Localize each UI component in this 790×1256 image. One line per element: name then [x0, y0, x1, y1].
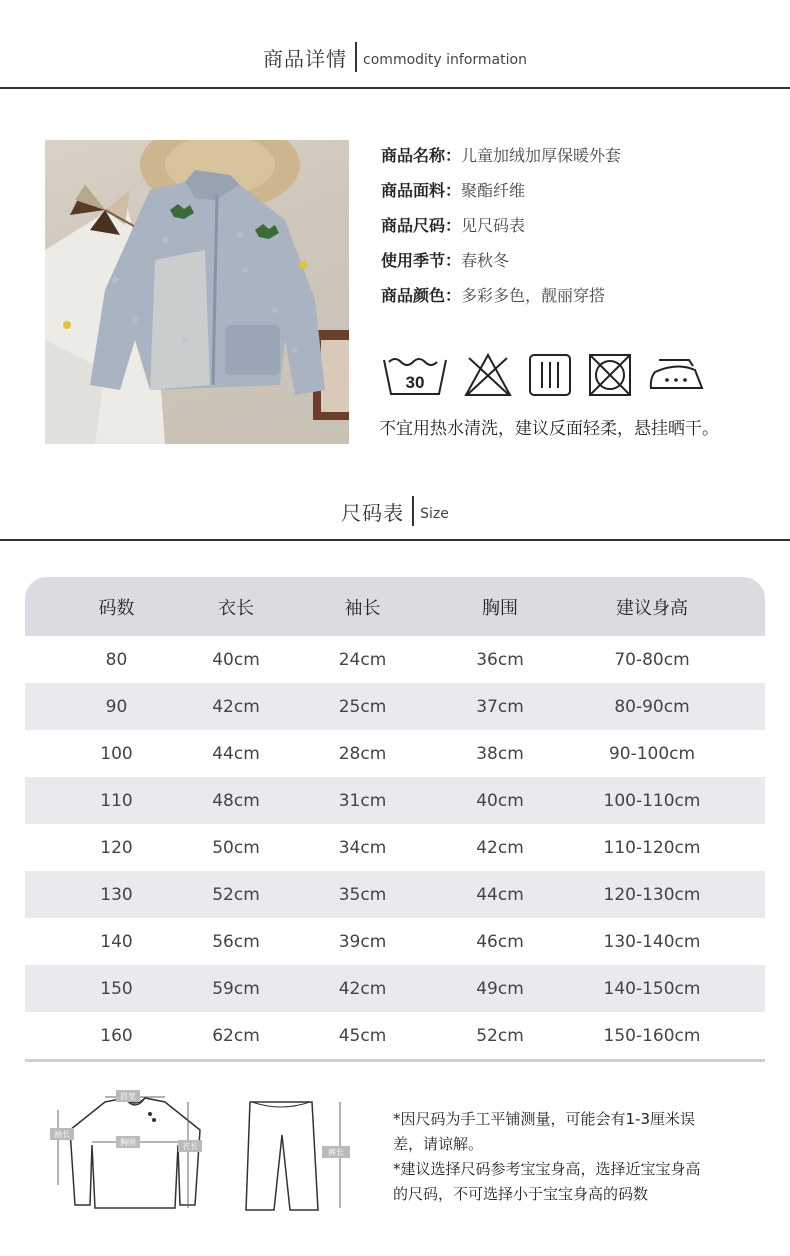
wash-30-icon: [381, 352, 449, 398]
table-cell: 44cm: [212, 743, 260, 764]
svg-text:衣长: 衣长: [182, 1142, 198, 1151]
table-cell: 48cm: [212, 790, 260, 811]
table-row: [25, 965, 765, 1012]
table-cell: 120: [100, 837, 133, 858]
table-cell: 42cm: [476, 837, 524, 858]
table-row: [25, 918, 765, 965]
table-cell: 24cm: [338, 649, 387, 670]
info-row-season: [381, 248, 621, 283]
table-cell: 110-120cm: [603, 837, 701, 858]
svg-text:肩宽: 肩宽: [120, 1092, 136, 1101]
table-row: [25, 777, 765, 824]
svg-text:裤长: 裤长: [328, 1148, 344, 1157]
table-bottom-rule: [25, 1059, 765, 1062]
info-value: 见尺码表: [461, 216, 526, 235]
no-bleach-icon: [463, 352, 513, 398]
info-row-color: [381, 283, 621, 318]
info-row-size: [381, 213, 621, 248]
table-cell: 25cm: [338, 696, 387, 717]
no-tumble-dry-icon: [587, 352, 633, 398]
product-info: [381, 143, 621, 318]
table-cell: 140: [100, 931, 133, 952]
svg-text:胸围: 胸围: [120, 1138, 136, 1147]
table-cell: 38cm: [476, 743, 524, 764]
table-body: [25, 636, 765, 1059]
table-row: [25, 730, 765, 777]
product-photo: [45, 140, 349, 444]
header-cell: 码数: [98, 597, 135, 619]
measurement-diagram: [50, 1090, 360, 1224]
table-cell: 90: [105, 696, 128, 717]
care-icons: [381, 352, 721, 398]
note-line: *因尺码为手工平铺测量，可能会有1-3厘米误: [393, 1110, 696, 1128]
table-cell: 140-150cm: [603, 978, 701, 999]
table-cell: 40cm: [212, 649, 260, 670]
table-cell: 56cm: [212, 931, 260, 952]
table-cell: 40cm: [476, 790, 524, 811]
header-cell: 建议身高: [616, 597, 688, 619]
line-dry-icon: [527, 352, 573, 398]
info-value: 春秋冬: [461, 251, 510, 270]
size-notes: [393, 1107, 701, 1207]
table-row: [25, 824, 765, 871]
table-cell: 45cm: [338, 1025, 387, 1046]
table-cell: 52cm: [476, 1025, 524, 1046]
table-row: [25, 871, 765, 918]
detail-title-cn: 商品详情: [263, 46, 348, 71]
info-row-fabric: [381, 178, 621, 213]
table-cell: 42cm: [212, 696, 260, 717]
info-value: 聚酯纤维: [461, 181, 526, 200]
size-table: [25, 577, 765, 1062]
table-row: [25, 683, 765, 730]
table-cell: 62cm: [212, 1025, 260, 1046]
table-cell: 100: [100, 743, 133, 764]
info-row-name: [381, 143, 621, 178]
table-cell: 130-140cm: [603, 931, 701, 952]
table-cell: 46cm: [476, 931, 524, 952]
iron-icon: [647, 352, 707, 398]
svg-text:袖长: 袖长: [54, 1130, 70, 1139]
header-cell: 袖长: [344, 597, 381, 619]
size-section-header: [0, 496, 790, 526]
table-cell: 36cm: [476, 649, 524, 670]
table-row: [25, 636, 765, 683]
info-label: 商品名称：: [381, 146, 462, 165]
header-divider: [355, 42, 357, 72]
table-cell: 52cm: [212, 884, 260, 905]
note-line: *建议选择尺码参考宝宝身高，选择近宝宝身高: [393, 1160, 701, 1178]
table-cell: 44cm: [476, 884, 524, 905]
table-cell: 59cm: [212, 978, 260, 999]
svg-text:30: 30: [405, 373, 425, 392]
size-title-cn: 尺码表: [341, 500, 405, 525]
table-cell: 80: [105, 649, 128, 670]
detail-section-header: [0, 42, 790, 72]
info-label: 商品面料：: [381, 181, 462, 200]
table-cell: 130: [100, 884, 133, 905]
header-cell: 胸围: [482, 597, 518, 619]
table-header: [25, 577, 765, 636]
table-cell: 50cm: [212, 837, 260, 858]
info-label: 商品尺码：: [381, 216, 462, 235]
note-line: 的尺码，不可选择小于宝宝身高的码数: [393, 1185, 649, 1203]
table-cell: 100-110cm: [603, 790, 701, 811]
size-title-en: Size: [420, 506, 449, 522]
table-cell: 31cm: [338, 790, 387, 811]
table-cell: 80-90cm: [614, 696, 690, 717]
info-value: 儿童加绒加厚保暖外套: [461, 146, 622, 165]
table-cell: 120-130cm: [603, 884, 701, 905]
table-cell: 28cm: [338, 743, 387, 764]
table-cell: 49cm: [476, 978, 524, 999]
table-cell: 150: [100, 978, 133, 999]
info-value: 多彩多色，靓丽穿搭: [461, 286, 606, 305]
section-rule: [0, 87, 790, 89]
info-label: 商品颜色：: [381, 286, 462, 305]
table-cell: 39cm: [338, 931, 387, 952]
table-cell: 42cm: [338, 978, 387, 999]
table-cell: 70-80cm: [614, 649, 690, 670]
table-cell: 150-160cm: [603, 1025, 701, 1046]
info-label: 使用季节：: [381, 251, 462, 270]
note-line: 差，请谅解。: [393, 1135, 484, 1153]
table-row: [25, 1012, 765, 1059]
table-cell: 35cm: [338, 884, 387, 905]
care-instructions: 不宜用热水清洗，建议反面轻柔，悬挂晒干。: [379, 419, 719, 439]
detail-title-en: commodity information: [363, 52, 527, 68]
header-divider: [412, 496, 414, 526]
table-cell: 37cm: [476, 696, 524, 717]
header-cell: 衣长: [218, 597, 254, 619]
table-cell: 34cm: [338, 837, 387, 858]
table-cell: 160: [100, 1025, 133, 1046]
table-cell: 90-100cm: [608, 743, 696, 764]
table-cell: 110: [100, 790, 133, 811]
section-rule: [0, 539, 790, 541]
